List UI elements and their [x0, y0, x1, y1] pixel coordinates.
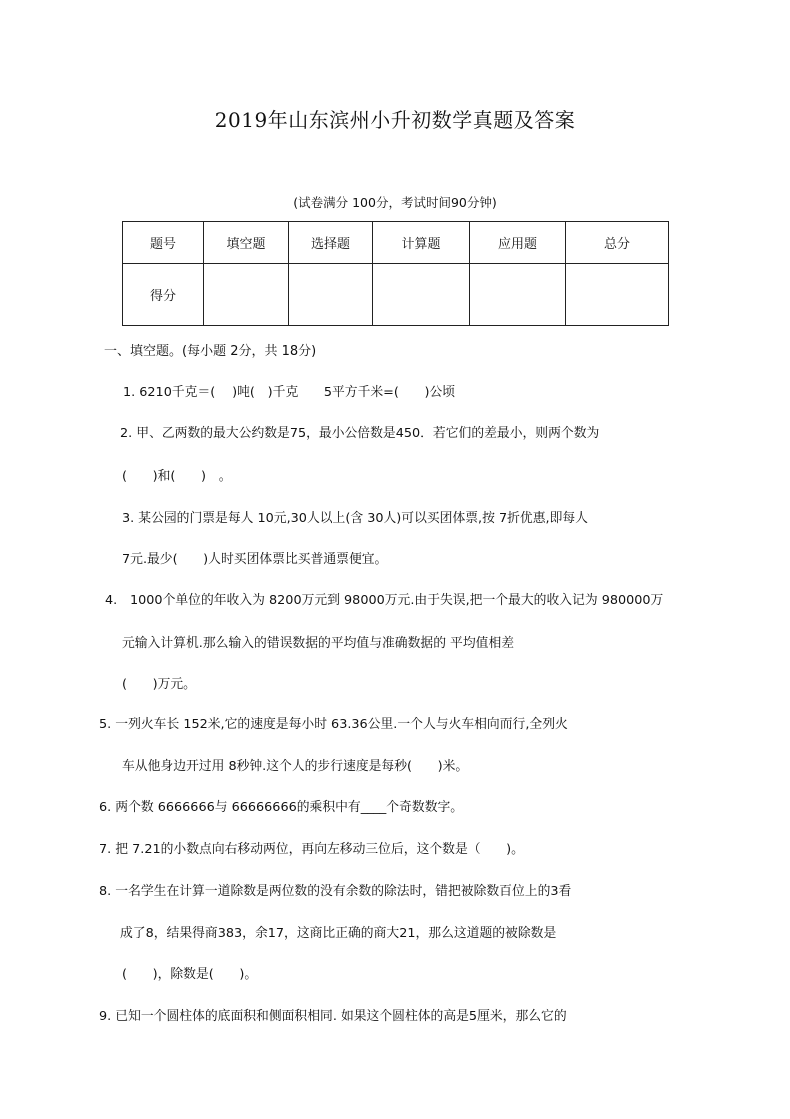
question-line: ( )，除数是( )。	[122, 967, 258, 982]
header-cell: 总分	[566, 222, 669, 264]
question-line: 8. 一名学生在计算一道除数是两位数的没有余数的除法时，错把被除数百位上的3看	[99, 884, 572, 899]
question-line: 2. 甲、乙两数的最大公约数是75，最小公倍数是450．若它们的差最小，则两个数为	[120, 426, 600, 441]
question-line: 7. 把 7.21的小数点向右移动两位，再向左移动三位后，这个数是（ )。	[99, 842, 524, 857]
question-line: ( )万元。	[122, 677, 196, 692]
page-title: 2019年山东滨州小升初数学真题及答案	[214, 108, 576, 132]
score-cell	[470, 264, 566, 326]
score-cell	[289, 264, 373, 326]
header-cell: 题号	[123, 222, 204, 264]
question-line: 元输入计算机.那么输入的错误数据的平均值与准确数据的 平均值相差	[122, 636, 515, 651]
question-line: 1. 6210千克＝( )吨( )千克 5平方千米=( )公顷	[123, 385, 456, 400]
section-heading: 一、填空题。(每小题 2分，共 18分)	[104, 344, 317, 359]
score-row	[123, 264, 669, 326]
header-cell: 选择题	[289, 222, 373, 264]
score-cell	[204, 264, 289, 326]
score-cell	[373, 264, 470, 326]
header-cell: 计算题	[373, 222, 470, 264]
exam-info: (试卷满分 100分，考试时间90分钟)	[293, 195, 497, 210]
table-header-row	[123, 222, 669, 264]
score-table	[122, 221, 669, 326]
question-line: 4. 1000个单位的年收入为 8200万元到 98000万元.由于失误,把一个最大的收入记为 980000万	[105, 593, 664, 608]
score-cell	[566, 264, 669, 326]
question-line: 6. 两个数 6666666与 66666666的乘积中有____个奇数数字。	[99, 800, 464, 815]
row-label-cell: 得分	[123, 264, 204, 326]
question-line: 3. 某公园的门票是每人 10元,30人以上(含 30人)可以买团体票,按 7折优惠,即每人	[122, 511, 588, 526]
question-line: 7元.最少( )人时买团体票比买普通票便宜。	[122, 552, 388, 567]
question-line: 9. 已知一个圆柱体的底面积和侧面积相同. 如果这个圆柱体的高是5厘米，那么它的	[99, 1009, 567, 1024]
question-line: 车从他身边开过用 8秒钟.这个人的步行速度是每秒( )米。	[122, 759, 469, 774]
header-cell: 应用题	[470, 222, 566, 264]
question-line: 成了8，结果得商383，余17，这商比正确的商大21，那么这道题的被除数是	[120, 926, 557, 941]
question-line: 5. 一列火车长 152米,它的速度是每小时 63.36公里.一个人与火车相向而行,全列火	[99, 717, 568, 732]
question-line: ( )和( ) 。	[122, 469, 232, 484]
header-cell: 填空题	[204, 222, 289, 264]
